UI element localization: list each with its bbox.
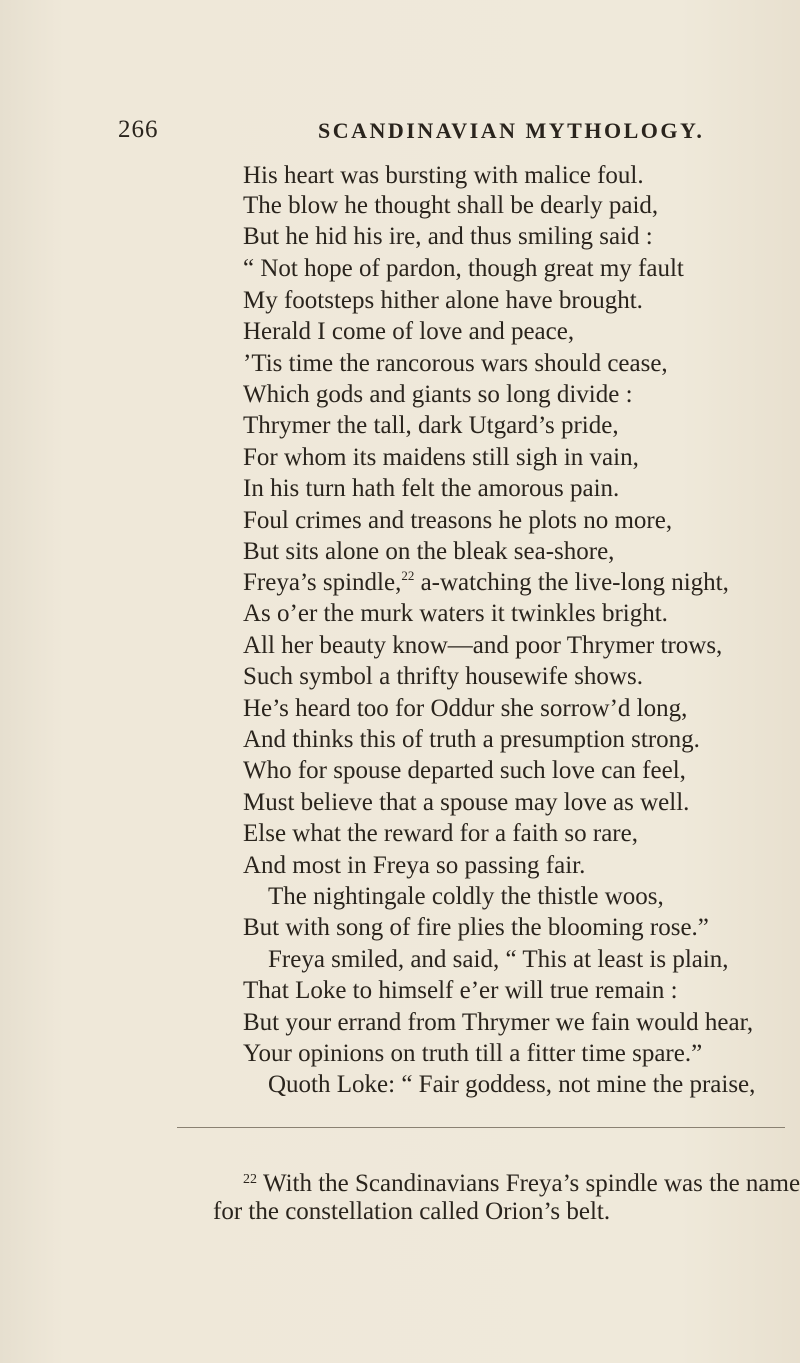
footnote-text: With the Scandinavians Freya’s spindle was the name bbox=[263, 1170, 800, 1197]
poem-line: Must believe that a spouse may love as well. bbox=[243, 789, 690, 816]
footnote-reference: 22 bbox=[401, 568, 415, 583]
poem-line-text: Freya’s spindle, bbox=[243, 569, 402, 596]
poem-line: But sits alone on the bleak sea-shore, bbox=[243, 538, 615, 565]
poem-line: Quoth Loke: “ Fair goddess, not mine the praise, bbox=[268, 1071, 756, 1098]
poem-line-with-note bbox=[243, 568, 729, 598]
poem-line: The nightingale coldly the thistle woos, bbox=[268, 883, 664, 910]
poem-line: All her beauty know—and poor Thrymer trows, bbox=[243, 632, 723, 659]
page-number: 266 bbox=[118, 116, 159, 143]
poem-line: And most in Freya so passing fair. bbox=[243, 852, 586, 879]
poem-line: Which gods and giants so long divide : bbox=[243, 381, 633, 408]
footnote-divider bbox=[177, 1127, 785, 1128]
poem-line: His heart was bursting with malice foul. bbox=[243, 162, 644, 189]
poem-line: But he hid his ire, and thus smiling said : bbox=[243, 223, 653, 250]
poem-line: He’s heard too for Oddur she sorrow’d long, bbox=[243, 695, 688, 722]
poem-line: Such symbol a thrifty housewife shows. bbox=[243, 663, 643, 690]
poem-line: Thrymer the tall, dark Utgard’s pride, bbox=[243, 412, 619, 439]
footnote bbox=[243, 1165, 800, 1199]
poem-line: That Loke to himself e’er will true remain : bbox=[243, 977, 678, 1004]
poem-line: ’Tis time the rancorous wars should cease, bbox=[243, 350, 668, 377]
footnote-continuation: for the constellation called Orion’s belt. bbox=[213, 1198, 611, 1225]
footnote-marker: 22 bbox=[243, 1172, 257, 1187]
poem-line-text: a-watching the live-long night, bbox=[414, 569, 729, 596]
poem-line: Freya smiled, and said, “ This at least is plain, bbox=[268, 946, 729, 973]
poem-line: And thinks this of truth a presumption strong. bbox=[243, 726, 700, 753]
poem-line: My footsteps hither alone have brought. bbox=[243, 287, 643, 314]
poem-line: Foul crimes and treasons he plots no more, bbox=[243, 507, 673, 534]
poem-line: For whom its maidens still sigh in vain, bbox=[243, 444, 639, 471]
poem-line: Else what the reward for a faith so rare, bbox=[243, 820, 638, 847]
poem-line: The blow he thought shall be dearly paid, bbox=[243, 192, 659, 219]
poem-line: Who for spouse departed such love can feel, bbox=[243, 757, 686, 784]
poem-line: But with song of fire plies the blooming rose.” bbox=[243, 914, 709, 941]
running-title: SCANDINAVIAN MYTHOLOGY. bbox=[318, 118, 705, 143]
poem-line: Herald I come of love and peace, bbox=[243, 318, 575, 345]
poem-line: In his turn hath felt the amorous pain. bbox=[243, 475, 620, 502]
poem-line: “ Not hope of pardon, though great my fault bbox=[243, 255, 684, 282]
poem-line: But your errand from Thrymer we fain would hear, bbox=[243, 1009, 754, 1036]
poem-line: Your opinions on truth till a fitter time spare.” bbox=[243, 1040, 703, 1067]
poem-line: As o’er the murk waters it twinkles bright. bbox=[243, 600, 668, 627]
